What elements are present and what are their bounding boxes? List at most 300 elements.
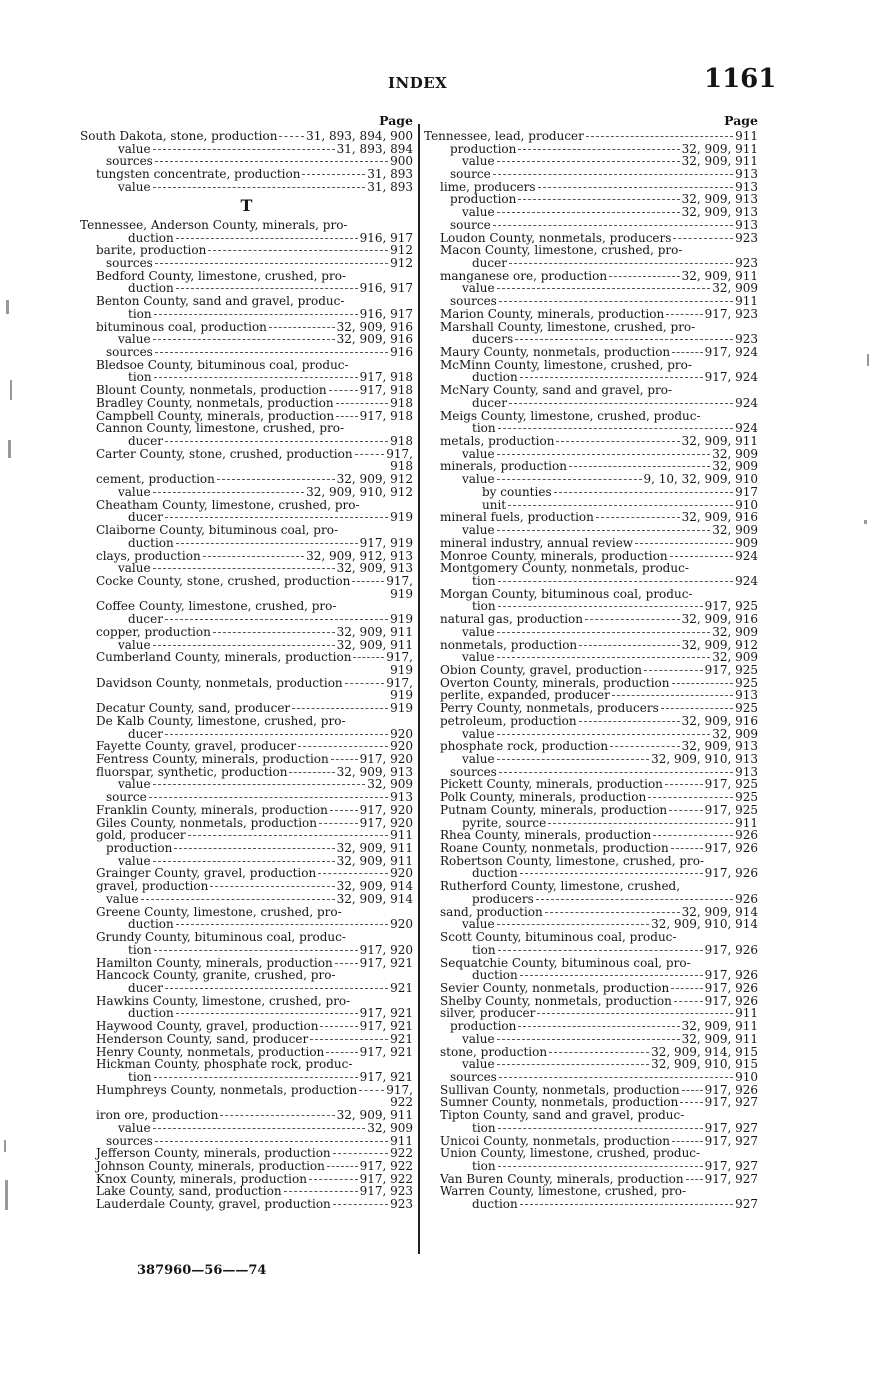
dot-leader: [176, 238, 358, 239]
entry-term: Rhea County, minerals, production: [440, 828, 652, 843]
dot-leader: [320, 1026, 357, 1027]
index-entry: [80, 1160, 413, 1173]
page-refs: 31, 893: [367, 179, 413, 194]
page-column-label: Page: [379, 113, 413, 128]
index-entry: [80, 880, 413, 893]
page-refs: 32, 909, 910, 915: [651, 1057, 758, 1072]
page-refs: 917, 919: [359, 535, 413, 550]
index-entry: [80, 664, 413, 677]
entry-term: petroleum, production: [440, 713, 577, 728]
index-entry: [80, 435, 413, 448]
dot-leader: [153, 645, 335, 646]
entry-term: Roane County, nonmetals, production: [440, 841, 669, 856]
index-entry: [80, 397, 413, 410]
dot-leader: [165, 441, 388, 442]
entry-term: Cocke County, stone, crushed, production: [96, 573, 351, 588]
index-entry: [80, 1109, 413, 1122]
dot-leader: [497, 454, 711, 455]
entry-term: natural gas, production: [440, 612, 583, 627]
index-title: INDEX: [388, 74, 448, 92]
dot-leader: [497, 161, 680, 162]
entry-term: value: [462, 446, 495, 461]
page-refs: 921: [390, 1031, 413, 1046]
dot-leader: [318, 873, 388, 874]
dot-leader: [345, 683, 385, 684]
column-divider: [418, 124, 420, 1254]
entry-term: tion: [128, 370, 152, 385]
dot-leader: [319, 823, 358, 824]
entry-term: Grainger County, gravel, production: [96, 866, 317, 881]
entry-term: source: [106, 790, 147, 805]
page-refs: 920: [390, 917, 413, 932]
entry-term: Warren County, limestone, crushed, pro-: [440, 1184, 687, 1199]
dot-leader: [610, 746, 680, 747]
page-refs: 916, 917: [359, 306, 413, 321]
entry-term: mineral fuels, production: [440, 510, 594, 525]
index-entry: [80, 804, 413, 817]
entry-term: ducer: [128, 726, 163, 741]
page-refs: 913: [735, 217, 758, 232]
index-entry: [80, 1122, 413, 1135]
page-refs: 927: [735, 1197, 758, 1212]
dot-leader: [174, 848, 334, 849]
page-refs: 913: [735, 166, 758, 181]
entry-term: duction: [472, 370, 518, 385]
page-refs: 912: [390, 255, 413, 270]
dot-leader: [155, 263, 388, 264]
index-entry: [424, 1020, 758, 1033]
dot-leader: [671, 848, 703, 849]
entry-term: ducer: [472, 395, 507, 410]
page-refs: 919: [390, 662, 413, 677]
entry-term: duction: [128, 535, 174, 550]
entry-term: value: [462, 752, 495, 767]
entry-term: sand, production: [440, 904, 543, 919]
page-refs: 917,: [386, 446, 413, 461]
entry-term: value: [118, 637, 151, 652]
page-refs: 925: [735, 790, 758, 805]
index-entry: [424, 1198, 758, 1211]
entry-term: value: [106, 891, 139, 906]
page-refs: 32, 909: [367, 1120, 413, 1135]
entry-term: perlite, expanded, producer: [440, 688, 610, 703]
dot-leader: [579, 645, 680, 646]
page-refs: 917, 918: [359, 370, 413, 385]
dot-leader: [497, 734, 711, 735]
dot-leader: [671, 988, 702, 989]
index-entry: [80, 944, 413, 957]
page-refs: 925: [735, 701, 758, 716]
entry-term: Marion County, minerals, production: [440, 306, 665, 321]
page-refs: 923: [735, 332, 758, 347]
dot-leader: [155, 1141, 388, 1142]
page-refs: 32, 909, 911: [681, 1019, 758, 1034]
index-entry: [80, 1071, 413, 1084]
index-entry: [80, 473, 413, 486]
page-refs: 924: [735, 573, 758, 588]
entry-term: Lake County, sand, production: [96, 1184, 282, 1199]
index-entry: [424, 791, 758, 804]
page-refs: 917,: [386, 1082, 413, 1097]
index-entry: [424, 702, 758, 715]
index-entry: [424, 842, 758, 855]
entry-term: Putnam County, minerals, production: [440, 802, 668, 817]
dot-leader: [674, 1001, 703, 1002]
page-refs: 917, 927: [704, 1171, 758, 1186]
page-refs: 32, 909, 911: [336, 637, 413, 652]
dot-leader: [176, 288, 358, 289]
entry-term: Macon County, limestone, crushed, pro-: [440, 243, 683, 258]
entry-term: Hawkins County, limestone, crushed, pro-: [96, 993, 351, 1008]
dot-leader: [153, 492, 305, 493]
entry-term: production: [450, 141, 517, 156]
index-entry: [424, 982, 758, 995]
dot-leader: [635, 543, 733, 544]
dot-leader: [549, 1052, 649, 1053]
dot-leader: [586, 136, 733, 137]
entry-term: production: [450, 192, 517, 207]
dot-leader: [579, 721, 680, 722]
index-entry: [424, 1160, 758, 1173]
index-entry: [80, 308, 413, 321]
entry-term: Cannon County, limestone, crushed, pro-: [96, 421, 345, 436]
dot-leader: [670, 556, 734, 557]
dot-leader: [220, 1115, 334, 1116]
dot-leader: [203, 556, 304, 557]
dot-leader: [538, 187, 734, 188]
entry-term: Marshall County, limestone, crushed, pro-: [440, 319, 696, 334]
dot-leader: [154, 314, 358, 315]
entry-term: ducer: [128, 510, 163, 525]
index-entry: [80, 1084, 413, 1097]
page-refs: 32, 909, 911: [681, 141, 758, 156]
index-entry: [424, 664, 758, 677]
page-refs: 32, 909, 912, 913: [306, 548, 413, 563]
entry-term: lime, producers: [440, 179, 536, 194]
dot-leader: [596, 517, 680, 518]
entry-term: ducer: [128, 434, 163, 449]
index-entry: [80, 168, 413, 181]
dot-leader: [666, 314, 702, 315]
entry-term: Sequatchie County, bituminous coal, pro-: [440, 955, 691, 970]
page-refs: 909: [735, 535, 758, 550]
page-refs: 917, 922: [359, 1171, 413, 1186]
dot-leader: [310, 1039, 388, 1040]
page-refs: 32, 909, 910, 914: [651, 917, 758, 932]
page-refs: 32, 909, 913: [681, 205, 758, 220]
dot-leader: [545, 912, 680, 913]
entry-term: Carter County, stone, crushed, production: [96, 446, 353, 461]
entry-term: unit: [482, 497, 507, 512]
page-refs: 32, 909, 911: [336, 841, 413, 856]
index-entry: [424, 206, 758, 219]
entry-term: value: [462, 281, 495, 296]
page-refs: 32, 909, 911: [336, 853, 413, 868]
page-refs: 32, 909, 910, 912: [306, 484, 413, 499]
dot-leader: [154, 377, 358, 378]
dot-leader: [353, 657, 384, 658]
page-refs: 32, 909, 913: [681, 192, 758, 207]
dot-leader: [188, 835, 388, 836]
entry-term: Shelby County, nonmetals, production: [440, 993, 672, 1008]
page-refs: 917, 920: [359, 942, 413, 957]
page-refs: 917, 925: [704, 599, 758, 614]
index-column-right: [424, 112, 758, 1211]
entry-term: production: [450, 1019, 517, 1034]
dot-leader: [673, 238, 733, 239]
entry-term: Meigs County, limestone, crushed, produc-: [440, 408, 701, 423]
page-refs: 917, 926: [704, 993, 758, 1008]
index-entry: [424, 384, 758, 397]
entry-term: nonmetals, production: [440, 637, 578, 652]
page-refs: 920: [390, 866, 413, 881]
dot-leader: [217, 479, 335, 480]
dot-leader: [520, 377, 703, 378]
dot-leader: [493, 174, 733, 175]
index-entry: [80, 537, 413, 550]
entry-term: De Kalb County, limestone, crushed, pro-: [96, 713, 346, 728]
entry-term: Hamilton County, minerals, production: [96, 955, 333, 970]
index-entry: [424, 575, 758, 588]
entry-term: Unicoi County, nonmetals, production: [440, 1133, 670, 1148]
entry-term: Benton County, sand and gravel, produc-: [96, 294, 345, 309]
entry-term: Hickman County, phosphate rock, produc-: [96, 1057, 353, 1072]
index-entry: [80, 181, 413, 194]
dot-leader: [493, 225, 733, 226]
page-refs: 31, 893, 894, 900: [306, 128, 413, 143]
dot-leader: [497, 657, 711, 658]
index-entry: [424, 219, 758, 232]
entry-term: gold, producer: [96, 828, 186, 843]
index-entry: [80, 702, 413, 715]
entry-term: by counties: [482, 484, 552, 499]
entry-term: tion: [472, 421, 496, 436]
entry-term: tion: [472, 573, 496, 588]
page-refs: 32, 909, 911: [336, 624, 413, 639]
dot-leader: [327, 1166, 358, 1167]
dot-leader: [609, 276, 680, 277]
entry-term: Polk County, minerals, production: [440, 790, 647, 805]
dot-leader: [153, 568, 335, 569]
index-entry: [424, 486, 758, 499]
page-refs: 913: [735, 179, 758, 194]
entry-term: value: [462, 523, 495, 538]
dot-leader: [309, 1179, 358, 1180]
dot-leader: [497, 288, 711, 289]
page-refs: 31, 893, 894: [336, 141, 413, 156]
index-entry: [80, 626, 413, 639]
page-refs: 32, 909, 912: [681, 637, 758, 652]
dot-leader: [548, 823, 733, 824]
dot-leader: [155, 352, 388, 353]
entry-term: Loudon County, nonmetals, producers: [440, 230, 672, 245]
page-refs: 917, 921: [359, 1019, 413, 1034]
page-refs: 32, 909: [712, 446, 758, 461]
page-refs: 31, 893: [367, 166, 413, 181]
index-entry: [424, 804, 758, 817]
page-refs: 917, 921: [359, 1006, 413, 1021]
entry-term: value: [118, 141, 151, 156]
dot-leader: [498, 581, 733, 582]
index-entry: [424, 944, 758, 957]
index-entry: [80, 257, 413, 270]
entry-term: value: [118, 853, 151, 868]
index-entry: [80, 893, 413, 906]
dot-leader: [153, 149, 335, 150]
page-refs: 912: [390, 243, 413, 258]
index-entry: [424, 753, 758, 766]
page-refs: 917, 927: [704, 1159, 758, 1174]
dot-leader: [612, 695, 733, 696]
dot-leader: [498, 950, 703, 951]
entry-term: duction: [128, 917, 174, 932]
entry-term: value: [118, 484, 151, 499]
page-refs: 917, 918: [359, 383, 413, 398]
dot-leader: [289, 772, 334, 773]
entry-term: Pickett County, minerals, production: [440, 777, 663, 792]
page-refs: 917, 926: [704, 841, 758, 856]
entry-term: tion: [128, 1069, 152, 1084]
dot-leader: [497, 632, 711, 633]
entry-term: Sevier County, nonmetals, production: [440, 980, 670, 995]
page-refs: 913: [735, 688, 758, 703]
page-refs: 9, 10, 32, 909, 910: [643, 472, 758, 487]
page-refs: 32, 909, 916: [336, 319, 413, 334]
entry-term: sources: [106, 345, 153, 360]
entry-term: source: [450, 166, 491, 181]
page-refs: 917, 923: [704, 306, 758, 321]
dot-leader: [585, 619, 680, 620]
page-refs: 32, 909, 913: [681, 739, 758, 754]
index-entry: [80, 842, 413, 855]
dot-leader: [518, 199, 679, 200]
page-refs: 920: [390, 739, 413, 754]
page-refs: 917, 920: [359, 802, 413, 817]
page-refs: 924: [735, 395, 758, 410]
dot-leader: [498, 428, 733, 429]
index-entry: [424, 295, 758, 308]
dot-leader: [499, 301, 733, 302]
entry-term: value: [118, 561, 151, 576]
entry-term: Maury County, nonmetals, production: [440, 345, 671, 360]
dot-leader: [520, 873, 703, 874]
entry-term: ducer: [128, 980, 163, 995]
page-refs: 924: [735, 548, 758, 563]
entry-list-left: [80, 130, 413, 1211]
page-refs: 32, 909, 911: [681, 1031, 758, 1046]
entry-term: Henderson County, sand, producer: [96, 1031, 309, 1046]
page-refs: 917, 926: [704, 942, 758, 957]
index-entry: [424, 931, 758, 944]
dot-leader: [554, 492, 733, 493]
dot-leader: [359, 1090, 384, 1091]
dot-leader: [520, 1204, 733, 1205]
dot-leader: [672, 1141, 703, 1142]
entry-term: phosphate rock, production: [440, 739, 609, 754]
dot-leader: [497, 530, 711, 531]
page-refs: 32, 909: [712, 281, 758, 296]
page-refs: 917, 927: [704, 1120, 758, 1135]
index-entry: [424, 537, 758, 550]
index-entry: [80, 982, 413, 995]
index-entry: [424, 613, 758, 626]
page-refs: 917, 921: [359, 1069, 413, 1084]
page-refs: 911: [735, 294, 758, 309]
entry-term: value: [462, 624, 495, 639]
index-entry: [80, 346, 413, 359]
dot-leader: [537, 1013, 733, 1014]
entry-term: tion: [472, 599, 496, 614]
entry-term: Blount County, nonmetals, production: [96, 383, 327, 398]
page-number: 1161: [704, 64, 777, 94]
dot-leader: [333, 1204, 388, 1205]
page-refs: 923: [735, 255, 758, 270]
page-refs: 922: [390, 1146, 413, 1161]
page-refs: 917, 925: [704, 662, 758, 677]
entry-term: Rutherford County, limestone, crushed,: [440, 879, 681, 894]
entry-term: value: [462, 650, 495, 665]
index-entry: [424, 1109, 758, 1122]
page-refs: 919: [390, 510, 413, 525]
page-refs: 919: [390, 612, 413, 627]
page-refs: 917,: [386, 573, 413, 588]
page-refs: 926: [735, 828, 758, 843]
page-refs: 32, 909: [712, 726, 758, 741]
page-refs: 919: [390, 688, 413, 703]
dot-leader: [556, 441, 679, 442]
page-refs: 32, 909, 914: [336, 891, 413, 906]
entry-term: Greene County, limestone, crushed, pro-: [96, 904, 342, 919]
dot-leader: [498, 1166, 703, 1167]
dot-leader: [355, 454, 385, 455]
entry-term: fluorspar, synthetic, production: [96, 764, 288, 779]
dot-leader: [336, 416, 357, 417]
entry-term: cement, production: [96, 472, 215, 487]
entry-term: Jefferson County, minerals, production: [96, 1146, 331, 1161]
dot-leader: [335, 963, 358, 964]
dot-leader: [153, 861, 335, 862]
entry-term: sources: [450, 294, 497, 309]
entry-term: Sumner County, nonmetals, production: [440, 1095, 679, 1110]
dot-leader: [176, 1013, 358, 1014]
page-refs: 917, 924: [704, 370, 758, 385]
index-entry: [80, 613, 413, 626]
index-entry: [424, 308, 758, 321]
entry-term: tungsten concentrate, production: [96, 166, 301, 181]
entry-term: value: [462, 726, 495, 741]
entry-term: sources: [450, 1069, 497, 1084]
page-refs: 917, 926: [704, 866, 758, 881]
page-refs: 916, 917: [359, 230, 413, 245]
page-refs: 916: [390, 345, 413, 360]
page-refs: 922: [390, 1095, 413, 1110]
entry-term: duction: [128, 1006, 174, 1021]
dot-leader: [644, 670, 703, 671]
entry-term: Tipton County, sand and gravel, produc-: [440, 1108, 685, 1123]
entry-term: Campbell County, minerals, production: [96, 408, 335, 423]
entry-term: Bedford County, limestone, crushed, pro-: [96, 268, 347, 283]
index-entry: [80, 130, 413, 143]
entry-term: Tennessee, lead, producer: [424, 128, 584, 143]
entry-term: tion: [472, 942, 496, 957]
dot-leader: [497, 924, 650, 925]
dot-leader: [302, 174, 365, 175]
dot-leader: [213, 632, 335, 633]
index-entry: [424, 130, 758, 143]
page-refs: 920: [390, 726, 413, 741]
entry-term: Bradley County, nonmetals, production: [96, 395, 334, 410]
page-refs: 917, 925: [704, 777, 758, 792]
